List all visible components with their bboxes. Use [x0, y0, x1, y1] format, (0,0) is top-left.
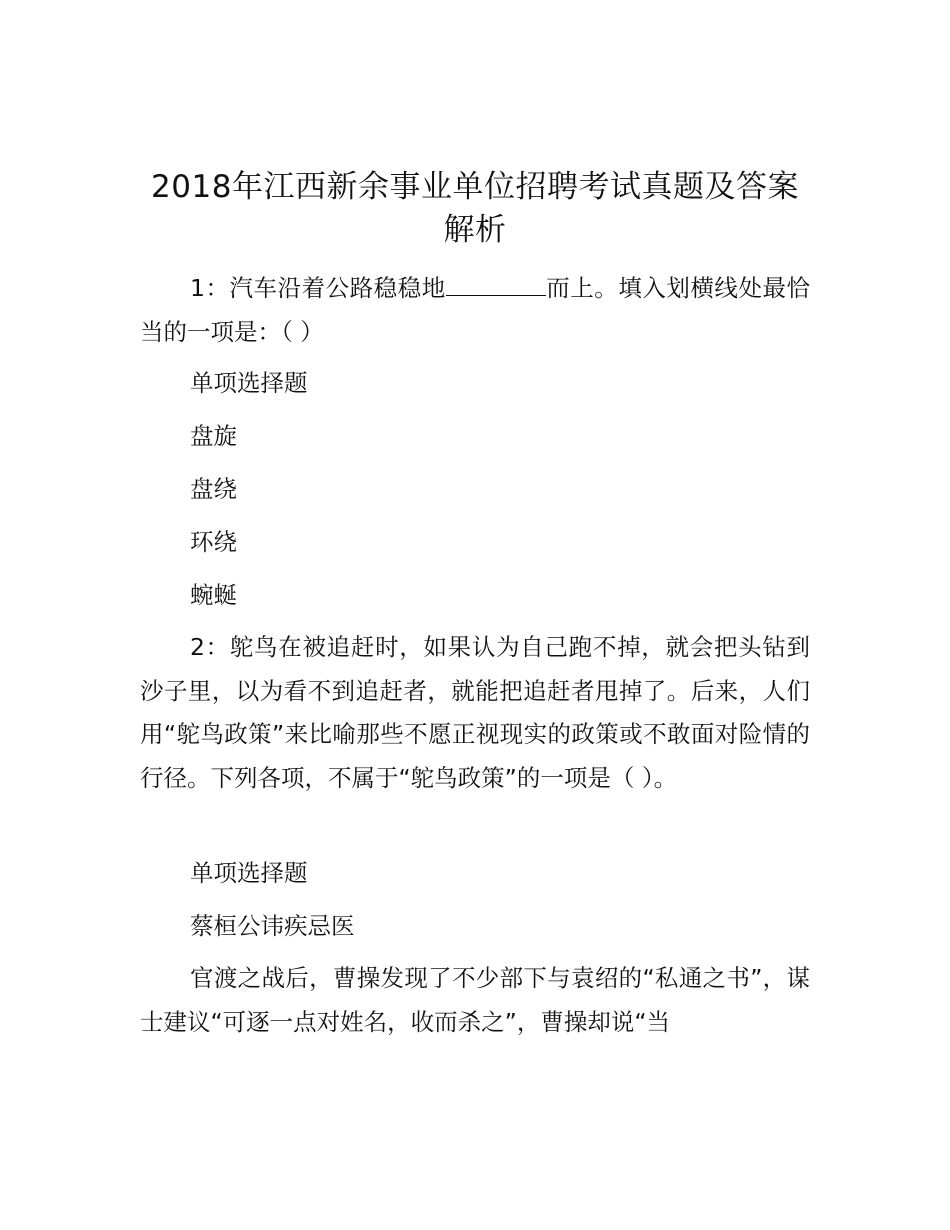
question-1-type: 单项选择题	[190, 369, 308, 397]
question-1-option: 盘旋	[190, 422, 237, 450]
question-1-text-after: 而上。填入划横线处最恰当的一项是：（ ）	[140, 274, 811, 346]
fill-in-blank-line	[446, 273, 546, 296]
question-1-option: 蜿蜒	[190, 581, 237, 609]
question-1-option: 盘绕	[190, 475, 237, 503]
question-1-option: 环绕	[190, 528, 237, 556]
question-2-option: 官渡之战后，曹操发现了不少部下与袁绍的“私通之书”，谋士建议“可逐一点对姓名，收而杀之”，曹操却说“当	[140, 964, 810, 1036]
document-title: 2018年江西新余事业单位招聘考试真题及答案解析	[151, 169, 799, 248]
question-2-option: 蔡桓公讳疾忌医	[190, 912, 355, 940]
question-1-text-before: 1：汽车沿着公路稳稳地	[190, 274, 446, 302]
question-2-stem: 2：鸵鸟在被追赶时，如果认为自己跑不掉，就会把头钻到沙子里，以为看不到追赶者，就能把追赶者甩掉了。后来，人们用“鸵鸟政策”来比喻那些不愿正视现实的政策或不敢面对险情的行径。下列各项，不属于“鸵鸟政策”的一项是（ ）。	[140, 633, 810, 792]
question-2-type: 单项选择题	[190, 859, 308, 887]
question-1-stem	[140, 267, 810, 354]
